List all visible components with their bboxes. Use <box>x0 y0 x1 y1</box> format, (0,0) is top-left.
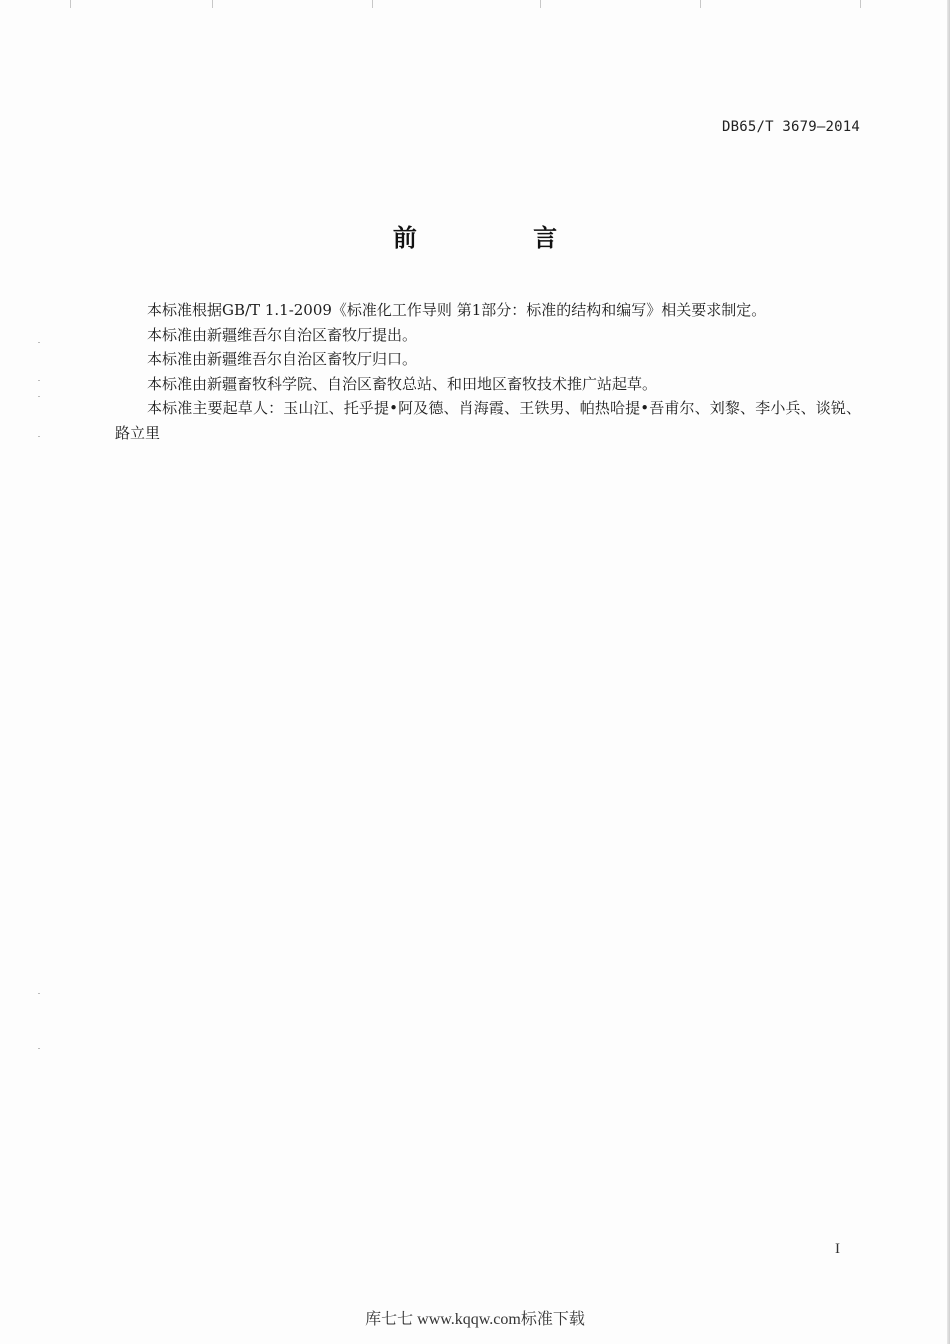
scan-speck <box>38 1048 40 1049</box>
paragraph-administered-by: 本标准由新疆维吾尔自治区畜牧厅归口。 <box>147 350 418 368</box>
foreword-body <box>115 298 861 445</box>
scan-speck <box>38 396 40 397</box>
scan-tick <box>540 0 541 8</box>
scan-speck <box>38 993 40 994</box>
paragraph-drafted-by: 本标准由新疆畜牧科学院、自治区畜牧总站、和田地区畜牧技术推广站起草。 <box>147 374 658 393</box>
scan-tick <box>860 0 861 8</box>
download-watermark: 库七七 www.kqqw.com标准下载 <box>365 1311 585 1328</box>
paragraph-proposed-by: 本标准由新疆维吾尔自治区畜牧厅提出。 <box>147 325 418 344</box>
paragraph-basis: 本标准根据GB/T 1.1-2009《标准化工作导则 第1部分：标准的结构和编写》相关要求制定。 <box>147 301 767 319</box>
scan-tick <box>700 0 701 8</box>
scan-speck <box>38 380 40 381</box>
scan-tick <box>70 0 71 8</box>
scan-tick <box>372 0 373 8</box>
page-number: I <box>835 1241 840 1257</box>
page-title: 前 言 <box>392 224 612 252</box>
scan-speck <box>38 342 40 343</box>
document-code: DB65/T 3679—2014 <box>721 119 860 135</box>
scan-speck <box>38 436 40 437</box>
scan-tick <box>212 0 213 8</box>
paragraph-drafters: 本标准主要起草人：玉山江、托乎提•阿及德、肖海霞、王铁男、帕热哈提•吾甫尔、刘黎、李小兵、谈锐、路立里 <box>115 399 861 442</box>
